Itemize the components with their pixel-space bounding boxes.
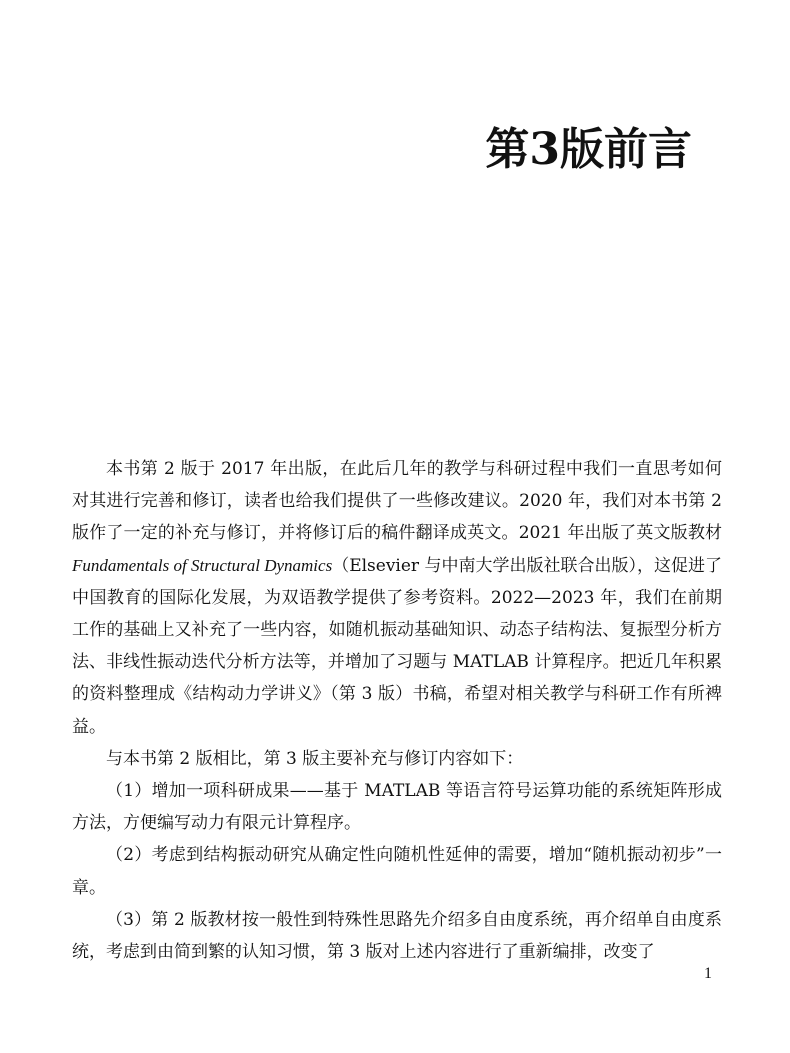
book-title-italic: Fundamentals of Structural Dynamics xyxy=(72,555,333,575)
paragraph-intro xyxy=(72,453,722,743)
paragraph-item-3: （3）第 2 版教材按一般性到特殊性思路先介绍多自由度系统，再介绍单自由度系统，考虑到由简到繁的认知习惯，第 3 版对上述内容进行了重新编排，改变了 xyxy=(72,909,722,963)
paragraph-intro-text-before: 本书第 2 版于 2017 年出版，在此后几年的教学与科研过程中我们一直思考如何对其进行完善和修订，读者也给我们提供了一些修改建议。2020 年，我们对本书第 2 版作了一定的补充与修订，并将修订后的稿件翻译成英文。2021 年出版了英文版教材 xyxy=(72,459,722,544)
preface-body xyxy=(72,453,722,968)
paragraph-summary-lead: 与本书第 2 版相比，第 3 版主要补充与修订内容如下： xyxy=(106,748,524,769)
paragraph-item-1: （1）增加一项科研成果——基于 MATLAB 等语言符号运算功能的系统矩阵形成方法，方便编写动力有限元计算程序。 xyxy=(72,781,722,834)
paragraph-item-2: （2）考虑到结构振动研究从确定性向随机性延伸的需要，增加“随机振动初步”一章。 xyxy=(72,845,722,898)
page-number: 1 xyxy=(704,965,712,982)
paragraph-intro-text-after: （Elsevier 与中南大学出版社联合出版），这促进了中国教育的国际化发展，为双语教学提供了参考资料。2022—2023 年，我们在前期工作的基础上又补充了一些内容，如随机振动基础知识、动态子结构法、复振型分析方法、非线性振动迭代分析方法等，并增加了习题与 MATLAB 计算程序。把近几年积累的资料整理成《结构动力学讲义》（第 3 版）书稿，希望对相关教学与科研工作有所裨益。 xyxy=(72,555,723,737)
chapter-title: 第3版前言 xyxy=(485,124,692,175)
